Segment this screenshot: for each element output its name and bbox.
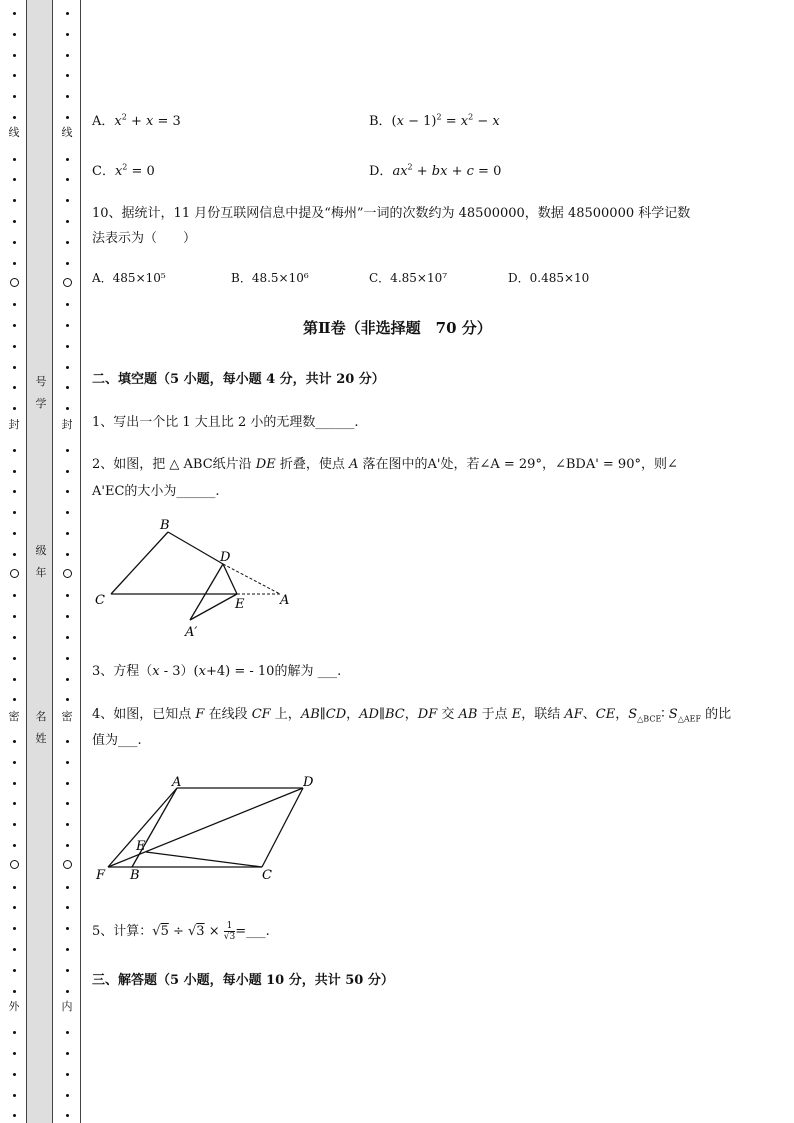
part2-title: 第Ⅱ卷（非选择题 70 分）	[303, 319, 492, 337]
inner-margin-dot	[66, 636, 69, 639]
inner-margin-dot	[66, 823, 69, 826]
outer-margin-dot	[13, 116, 16, 119]
outer-margin-dot	[13, 1031, 16, 1034]
outer-margin-seal-label: 线	[8, 126, 20, 139]
outer-margin-dot	[13, 740, 16, 743]
binding-margin-outer	[0, 0, 26, 1123]
inner-margin-dot	[66, 366, 69, 369]
fig2-label-d: D	[303, 775, 314, 790]
outer-margin-dot	[13, 511, 16, 514]
q10-option-b: B．48.5×10⁶	[231, 271, 309, 285]
outer-margin-dot	[13, 33, 16, 36]
outer-margin-dot	[13, 594, 16, 597]
fig1-label-b: B	[160, 518, 170, 533]
inner-margin-dot	[66, 990, 69, 993]
outer-margin-circle	[10, 569, 19, 578]
binding-margin-inner	[53, 0, 81, 1123]
inner-margin-dot	[66, 906, 69, 909]
q10-stem-line2: 法表示为（ ）	[92, 231, 197, 246]
q10-option-a: A．485×10⁵	[92, 271, 166, 285]
q10-option-c: C．4.85×10⁷	[369, 271, 448, 285]
q9-option-d: D．$ax^2$ + bx + c = 0	[369, 162, 502, 179]
inner-margin-dot	[66, 761, 69, 764]
fill-q1: 1、写出一个比 1 大且比 2 小的无理数______.	[92, 415, 359, 430]
outer-margin-dot	[13, 802, 16, 805]
outer-margin-seal-label: 密	[8, 710, 20, 723]
inner-margin-dot	[66, 158, 69, 161]
inner-margin-dot	[66, 345, 69, 348]
fig1-label-d: D	[220, 550, 231, 565]
inner-margin-dot	[66, 698, 69, 701]
fill-q5: 5、计算：√5 ÷ √3 × $\frac{1}{√3}$ =___.	[92, 921, 270, 942]
q10-stem-line1: 10、据统计，11 月份互联网信息中提及“梅州”一词的次数约为 48500000，数据 48500000 科学记数	[92, 206, 691, 221]
inner-margin-dot	[66, 178, 69, 181]
inner-margin-dot	[66, 54, 69, 57]
outer-margin-dot	[13, 636, 16, 639]
q9-option-a: A．$x^2 + x = 3$	[92, 112, 181, 129]
outer-margin-dot	[13, 74, 16, 77]
inner-margin-dot	[66, 1073, 69, 1076]
outer-margin-dot	[13, 303, 16, 306]
inner-margin-dot	[66, 594, 69, 597]
inner-margin-dot	[66, 1031, 69, 1034]
gutter-label-ji: 级	[35, 544, 47, 557]
student-info-gutter	[26, 0, 53, 1123]
fill-q2-line1: 2、如图，把 △ ABC纸片沿 DE 折叠，使点 A 落在图中的A'处，若∠A = 29°，∠BDA' = 90°，则∠	[92, 457, 678, 472]
outer-margin-dot	[13, 678, 16, 681]
gutter-label-xing: 姓	[35, 732, 47, 745]
outer-margin-dot	[13, 990, 16, 993]
inner-margin-dot	[66, 199, 69, 202]
inner-margin-dot	[66, 782, 69, 785]
outer-margin-dot	[13, 12, 16, 15]
inner-margin-dot	[66, 740, 69, 743]
outer-margin-dot	[13, 470, 16, 473]
inner-margin-dot	[66, 407, 69, 410]
outer-margin-dot	[13, 1094, 16, 1097]
outer-margin-dot	[13, 178, 16, 181]
outer-margin-dot	[13, 823, 16, 826]
inner-margin-dot	[66, 948, 69, 951]
fill-q3: 3、方程（x - 3）(x+4) = - 10的解为 ___.	[92, 664, 342, 679]
inner-margin-seal-label: 内	[61, 1000, 73, 1013]
section3-title: 三、解答题（5 小题，每小题 10 分，共计 50 分）	[92, 973, 394, 988]
inner-margin-dot	[66, 241, 69, 244]
fill-q4-line1: 4、如图，已知点 F 在线段 CF 上，AB∥CD，AD∥BC，DF 交 AB 于点 E，联结 AF、CE，$S_{\triangle BCE}∶$ $S_{\triangle AEF}$ 的比	[92, 707, 732, 724]
outer-margin-dot	[13, 366, 16, 369]
outer-margin-seal-label: 外	[8, 1000, 20, 1013]
outer-margin-dot	[13, 1052, 16, 1055]
outer-margin-dot	[13, 95, 16, 98]
inner-margin-seal-label: 密	[61, 710, 73, 723]
inner-margin-dot	[66, 470, 69, 473]
q9-option-b: B．$(x - 1)^2 = x^2 - x$	[369, 112, 500, 129]
outer-margin-dot	[13, 490, 16, 493]
inner-margin-dot	[66, 74, 69, 77]
inner-margin-dot	[66, 802, 69, 805]
fig2-label-a: A	[172, 775, 182, 790]
section2-title: 二、填空题（5 小题，每小题 4 分，共计 20 分）	[92, 372, 385, 387]
gutter-label-nian: 年	[35, 566, 47, 579]
outer-margin-dot	[13, 1073, 16, 1076]
outer-margin-dot	[13, 927, 16, 930]
inner-margin-dot	[66, 116, 69, 119]
outer-margin-dot	[13, 844, 16, 847]
inner-margin-dot	[66, 886, 69, 889]
inner-margin-dot	[66, 324, 69, 327]
q10-option-d: D．0.485×10	[508, 271, 590, 285]
inner-margin-dot	[66, 511, 69, 514]
outer-margin-dot	[13, 657, 16, 660]
gutter-label-hao: 号	[35, 375, 47, 388]
outer-margin-dot	[13, 220, 16, 223]
outer-margin-dot	[13, 1114, 16, 1117]
outer-margin-dot	[13, 906, 16, 909]
fill-q2-line2: A'EC的大小为______.	[92, 484, 220, 499]
outer-margin-dot	[13, 449, 16, 452]
inner-margin-dot	[66, 615, 69, 618]
inner-margin-seal-label: 线	[61, 126, 73, 139]
inner-margin-dot	[66, 449, 69, 452]
inner-margin-dot	[66, 1052, 69, 1055]
inner-margin-dot	[66, 386, 69, 389]
outer-margin-dot	[13, 158, 16, 161]
outer-margin-dot	[13, 407, 16, 410]
gutter-label-ming: 名	[35, 710, 47, 723]
outer-margin-dot	[13, 761, 16, 764]
fig1-label-a-prime: A′	[185, 625, 198, 640]
inner-margin-dot	[66, 95, 69, 98]
inner-margin-dot	[66, 678, 69, 681]
inner-margin-dot	[66, 12, 69, 15]
outer-margin-dot	[13, 553, 16, 556]
inner-margin-dot	[66, 1094, 69, 1097]
outer-margin-dot	[13, 948, 16, 951]
fig2-label-c: C	[262, 868, 272, 883]
outer-margin-circle	[10, 278, 19, 287]
outer-margin-circle	[10, 860, 19, 869]
gutter-label-xue: 学	[35, 397, 47, 410]
fig1-label-c: C	[95, 593, 105, 608]
outer-margin-dot	[13, 241, 16, 244]
inner-margin-seal-label: 封	[61, 418, 73, 431]
inner-margin-circle	[63, 278, 72, 287]
outer-margin-dot	[13, 782, 16, 785]
outer-margin-dot	[13, 54, 16, 57]
fig2-label-e: E	[136, 839, 146, 854]
inner-margin-dot	[66, 33, 69, 36]
inner-margin-dot	[66, 220, 69, 223]
inner-margin-dot	[66, 657, 69, 660]
inner-margin-dot	[66, 303, 69, 306]
outer-margin-dot	[13, 262, 16, 265]
outer-margin-dot	[13, 386, 16, 389]
fig2-label-f: F	[96, 868, 106, 883]
outer-margin-dot	[13, 698, 16, 701]
fig1-label-a: A	[280, 593, 290, 608]
outer-margin-dot	[13, 324, 16, 327]
fill-q4-line2: 值为___.	[92, 733, 142, 748]
inner-margin-dot	[66, 927, 69, 930]
inner-margin-dot	[66, 1114, 69, 1117]
inner-margin-dot	[66, 844, 69, 847]
inner-margin-dot	[66, 532, 69, 535]
outer-margin-dot	[13, 615, 16, 618]
outer-margin-dot	[13, 345, 16, 348]
inner-margin-dot	[66, 969, 69, 972]
inner-margin-circle	[63, 569, 72, 578]
inner-margin-dot	[66, 262, 69, 265]
fold-triangle-figure	[90, 512, 300, 642]
outer-margin-dot	[13, 532, 16, 535]
parallelogram-figure	[90, 770, 330, 885]
inner-margin-dot	[66, 553, 69, 556]
inner-margin-dot	[66, 490, 69, 493]
outer-margin-seal-label: 封	[8, 418, 20, 431]
q9-option-c: C．$x^2 = 0$	[92, 162, 155, 179]
outer-margin-dot	[13, 886, 16, 889]
fig1-label-e: E	[235, 597, 245, 612]
fig2-label-b: B	[130, 868, 140, 883]
outer-margin-dot	[13, 199, 16, 202]
outer-margin-dot	[13, 969, 16, 972]
inner-margin-circle	[63, 860, 72, 869]
